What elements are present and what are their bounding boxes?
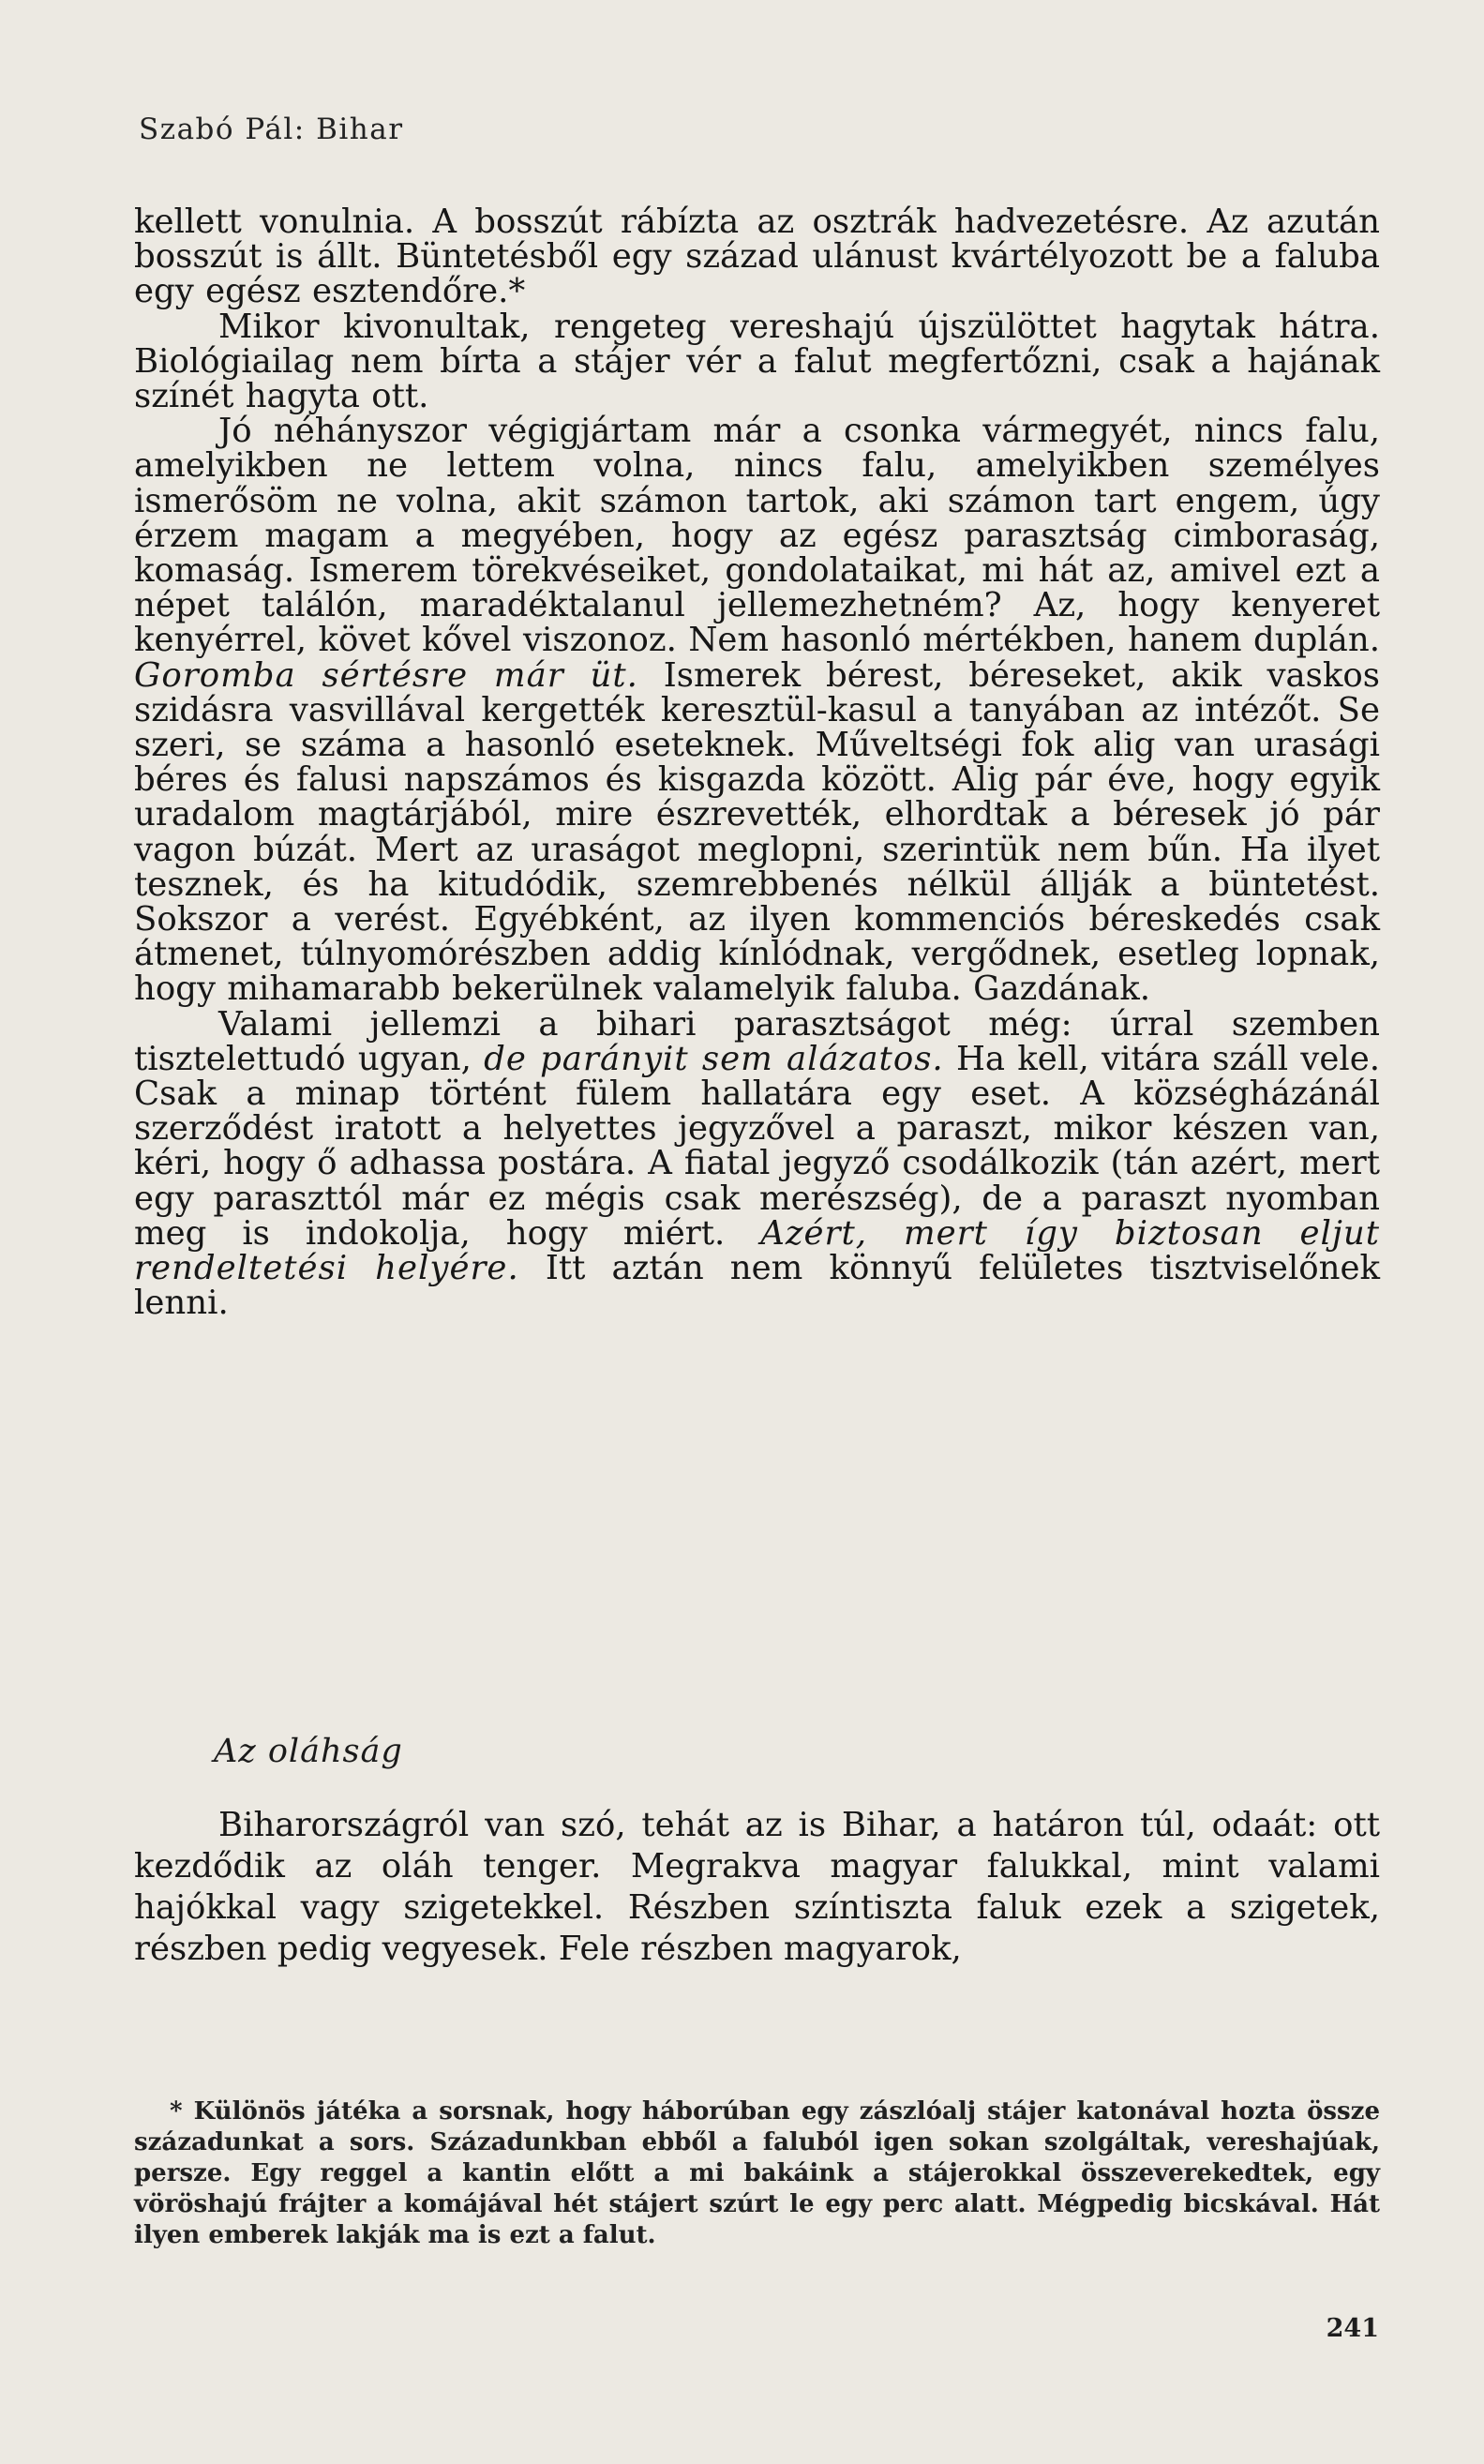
main-text <box>134 204 1380 1321</box>
paragraph-4-text-after: Itt aztán nem könnyű felületes tisztviselőnek lenni. <box>134 1249 1381 1323</box>
section-paragraph-1: Biharországról van szó, tehát az is Bihar, a határon túl, odaát: ott kezdődik az oláh tenger. Megrakva magyar falukkal, mint valami hajókkal vagy szigetekkel. Részben színtiszta faluk ezek a szigetek, részben pedig vegyesek. Fele részben magyarok, <box>134 1806 1380 1968</box>
running-head: Szabó Pál: Bihar <box>139 113 404 146</box>
footnote: * Különös játéka a sorsnak, hogy háborúban egy zászlóalj stájer katonával hozta össze századunkat a sors. Századunkban ebből a faluból igen sokan szolgáltak, vereshajúak, persze. Egy reggel a kantin előtt a mi bakáink a stájerokkal összeverekedtek, egy vöröshajú frájter a komájával hét stájert szúrt le egy perc alatt. Mégpedig bicskával. Hát ilyen emberek lakják ma is ezt a falut. <box>134 2097 1380 2249</box>
section-heading: Az oláhság <box>214 1733 403 1770</box>
paragraph-3-text-after: Ismerek bérest, béreseket, akik vaskos szidásra vasvillával kergették keresztül-kasul a tanyában az intézőt. Se szeri, se száma a hasonló eseteknek. Műveltségi fok alig van urasági béres és falusi napszámos és kisgazda között. Alig pár éve, hogy egyik uradalom magtárjából, mire észrevették, elhordtak a béresek jó pár vagon búzát. Mert az uraságot meglopni, szerintük nem bűn. Ha ilyet tesznek, és ha kitudódik, szemrebbenés nélkül állják a büntetést. Sokszor a verést. Egyébként, az ilyen kommenciós béreskedés csak átmenet, túlnyomórészben addig kínlódnak, vergődnek, esetleg lopnak, hogy mihamarabb bekerülnek valamelyik faluba. Gazdának. <box>134 655 1380 1009</box>
page-number: 241 <box>1326 2314 1379 2343</box>
paragraph-1: kellett vonulnia. A bosszút rábízta az osztrák hadvezetésre. Az azután bosszút is állt. Büntetésből egy század ulánust kvártélyozott be a faluba egy egész esztendőre.* <box>134 203 1380 311</box>
paragraph-4-text-middle: Ha kell, vitára száll vele. Csak a minap történt fülem hallatára egy eset. A községházánál szerződést iratott a helyettes jegyzővel a paraszt, mikor készen van, kéri, hogy ő adhassa postára. A fiatal jegyző csodálkozik (tán azért, mert egy paraszttól már ez mégis csak merészség), de a paraszt nyomban meg is indokolja, hogy miért. <box>134 1039 1380 1253</box>
paragraph-4-italic-1: de parányit sem alázatos. <box>484 1039 944 1078</box>
paragraph-4 <box>134 1004 1381 1323</box>
paragraph-4-text-before: Valami jellemzi a bihari parasztságot még: úrral szemben tisztelettudó ugyan, <box>134 1004 1380 1078</box>
paragraph-3-text-before: Jó néhányszor végigjártam már a csonka vármegyét, nincs falu, amelyikben ne lettem volna, nincs falu, amelyikben személyes ismerősöm ne volna, akit számon tartok, aki számon tart engem, úgy érzem magam a megyében, hogy az egész parasztság cimboraság, komaság. Ismerem törekvéseiket, gondolataikat, mi hát az, amivel ezt a népet találón, maradéktalanul jellemezhetném? Az, hogy kenyeret kenyérrel, követ kővel viszonoz. Nem hasonló mértékben, hanem duplán. <box>134 412 1380 660</box>
section-body <box>134 1805 1380 1970</box>
paragraph-3 <box>134 412 1380 1009</box>
paragraph-3-italic: Goromba sértésre már üt. <box>134 655 638 695</box>
paragraph-4-italic-2: Azért, mert így biztosan eljut rendeltetési helyére. <box>134 1213 1381 1288</box>
paragraph-2: Mikor kivonultak, rengeteg vereshajú újszülöttet hagytak hátra. Biológiailag nem bírta a stájer vér a falut megfertőzni, csak a hajának színét hagyta ott. <box>134 307 1380 416</box>
